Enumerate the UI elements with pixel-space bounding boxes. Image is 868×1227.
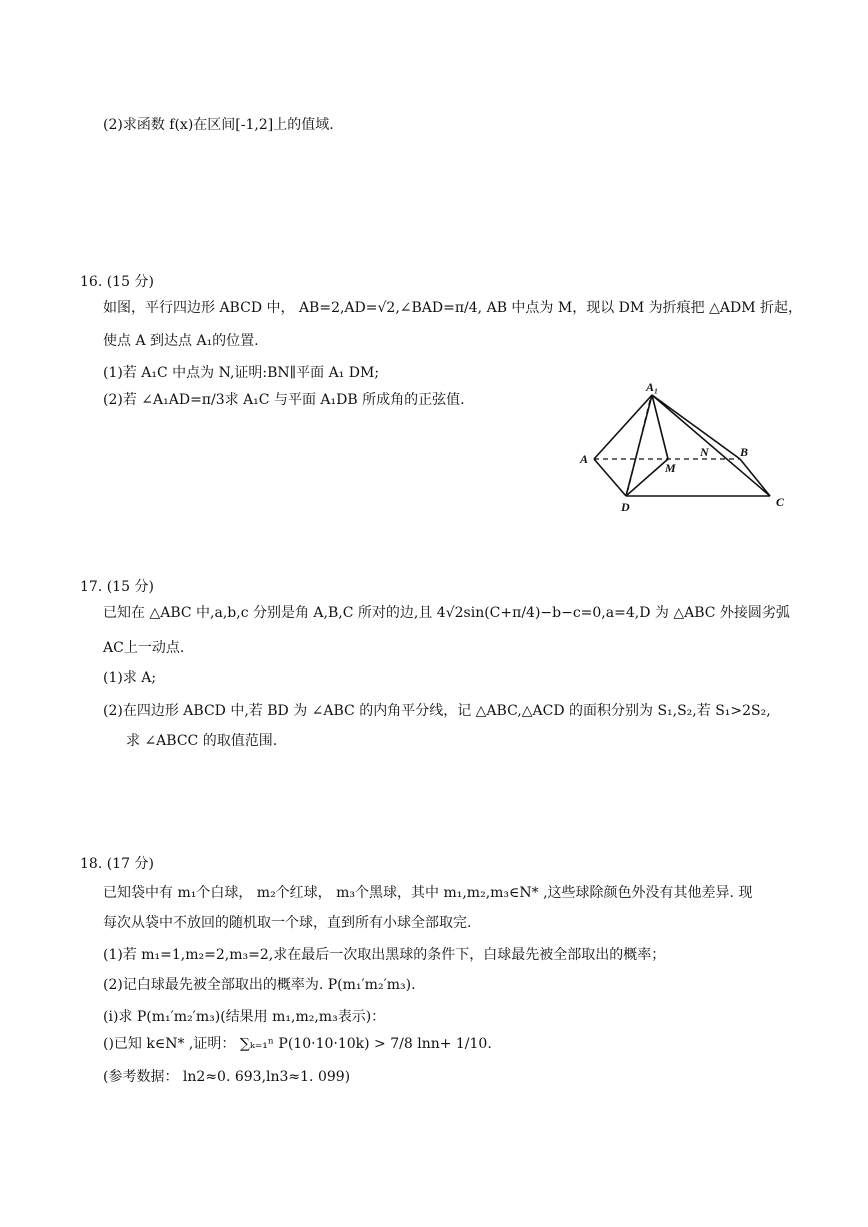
label-c: C bbox=[776, 495, 785, 509]
q18-stem-line1: 已知袋中有 m₁个白球， m₂个红球， m₃个黑球，其中 m₁,m₂,m₃∈N* ,这些球除颜色外没有其他差异. 现 bbox=[103, 885, 753, 901]
q17-part2-line2: 求 ∠ABCC 的取值范围. bbox=[126, 733, 278, 749]
q16-pyramid-figure bbox=[576, 378, 796, 518]
q18-reference-data: (参考数据： ln2≈0. 693,ln3≈1. 099) bbox=[103, 1069, 351, 1085]
q16-part2: (2)若 ∠A₁AD=π/3求 A₁C 与平面 A₁DB 所成角的正弦值. bbox=[103, 392, 465, 408]
q18-part2-i: (i)求 P(m₁′m₂′m₃)(结果用 m₁,m₂,m₃表示)： bbox=[103, 1009, 386, 1025]
q18-part2: (2)记白球最先被全部取出的概率为. P(m₁′m₂′m₃). bbox=[103, 977, 416, 993]
label-a: A bbox=[580, 452, 589, 466]
edge-a-d bbox=[594, 459, 626, 496]
label-b: B bbox=[740, 445, 749, 459]
q15-part2: (2)求函数 f(x)在区间[-1,2]上的值域. bbox=[103, 117, 334, 133]
q16-header: 16. (15 分) bbox=[80, 274, 154, 290]
q17-stem-line1: 已知在 △ABC 中,a,b,c 分别是角 A,B,C 所对的边,且 4√2sin(C+π/4)−b−c=0,a=4,D 为 △ABC 外接圆劣弧 bbox=[103, 605, 790, 621]
q16-stem-line2: 使点 A 到达点 A₁的位置. bbox=[103, 333, 259, 349]
label-n: N bbox=[700, 445, 709, 459]
q18-header: 18. (17 分) bbox=[80, 856, 154, 872]
q17-header: 17. (15 分) bbox=[80, 579, 154, 595]
edge-a1-c bbox=[652, 395, 770, 496]
q17-part2-line1: (2)在四边形 ABCD 中,若 BD 为 ∠ABC 的内角平分线，记 △ABC,△ACD 的面积分别为 S₁,S₂,若 S₁>2S₂, bbox=[103, 703, 771, 719]
edge-d-m bbox=[626, 459, 668, 496]
q16-part1: (1)若 A₁C 中点为 N,证明:BN∥平面 A₁ DM; bbox=[103, 365, 380, 381]
edge-b-c bbox=[740, 459, 770, 496]
label-d: D bbox=[621, 500, 630, 514]
q17-part1: (1)求 A; bbox=[103, 670, 157, 686]
q18-part1: (1)若 m₁=1,m₂=2,m₃=2,求在最后一次取出黑球的条件下，白球最先被全部取出的概率； bbox=[103, 947, 666, 963]
label-a1: A₁ bbox=[646, 380, 659, 394]
q18-stem-line2: 每次从袋中不放回的随机取一个球，直到所有小球全部取完. bbox=[103, 915, 472, 931]
label-m: M bbox=[665, 461, 676, 475]
q16-stem-line1: 如图，平行四边形 ABCD 中， AB=2,AD=√2,∠BAD=π/4, AB 中点为 M，现以 DM 为折痕把 △ADM 折起， bbox=[103, 300, 803, 316]
q18-part2-ii: ()已知 k∈N* ,证明： ∑ₖ₌₁ⁿ P(10‧10‧10k) > 7/8 lnn+ 1/10. bbox=[103, 1036, 492, 1052]
q17-stem-line2: AC上一动点. bbox=[103, 640, 185, 656]
